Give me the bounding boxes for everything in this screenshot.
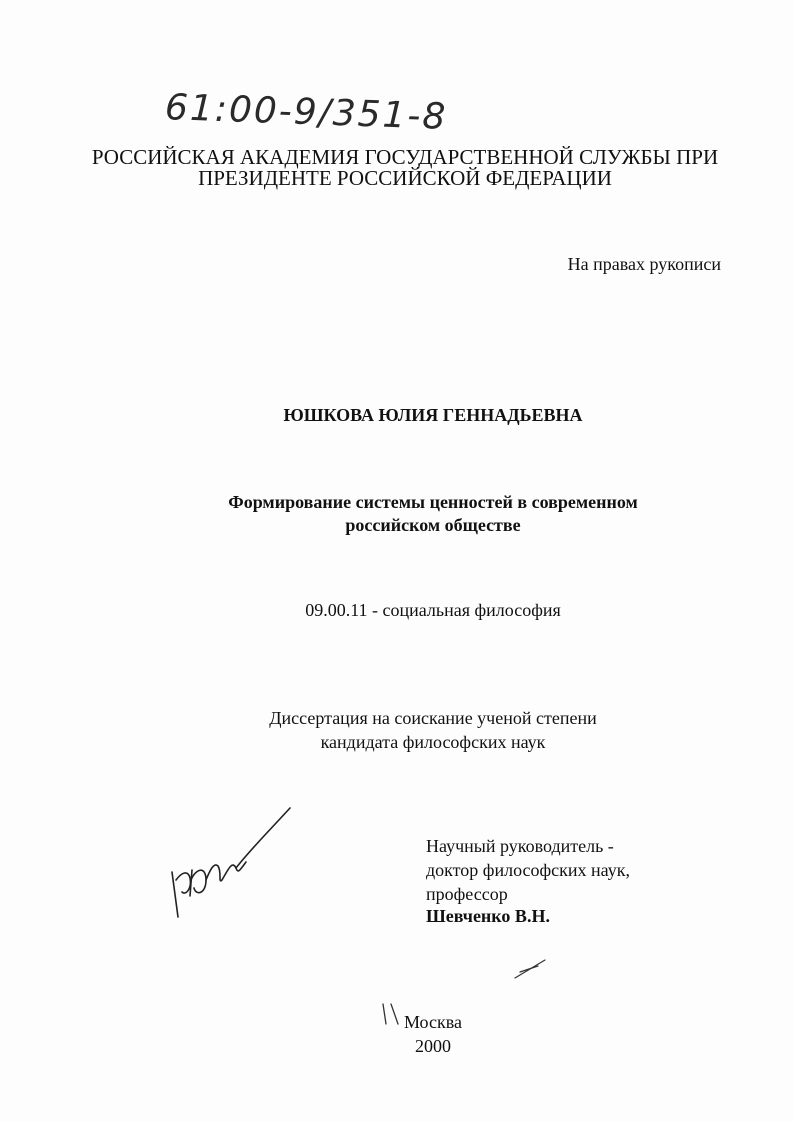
year: 2000	[415, 1036, 451, 1056]
dissertation-title-line-1: Формирование системы ценностей в современном	[228, 492, 638, 512]
dissertation-title-line-2: российском обществе	[345, 515, 521, 535]
institution-line-2: ПРЕЗИДЕНТЕ РОССИЙСКОЙ ФЕДЕРАЦИИ	[198, 166, 612, 190]
pen-tick-mark	[383, 1004, 398, 1024]
degree-line-1: Диссертация на соискание ученой степени	[269, 708, 597, 728]
handwritten-catalog-number: 61:00-9/351-8	[164, 87, 449, 138]
supervisor-rank: профессор	[426, 884, 508, 904]
institution-line-1: РОССИЙСКАЯ АКАДЕМИЯ ГОСУДАРСТВЕННОЙ СЛУЖБЫ ПРИ	[91, 145, 719, 169]
signature-mark	[172, 808, 290, 917]
supervisor-credential: доктор философских наук,	[426, 860, 630, 880]
degree-line-2: кандидата философских наук	[320, 732, 546, 752]
supervisor-name: Шевченко В.Н.	[426, 906, 550, 926]
pen-stroke-mark	[515, 960, 545, 978]
specialty-code: 09.00.11 - социальная философия	[305, 600, 561, 620]
city: Москва	[404, 1012, 462, 1032]
manuscript-note: На правах рукописи	[567, 254, 721, 274]
supervisor-role: Научный руководитель -	[426, 836, 614, 856]
author-name: ЮШКОВА ЮЛИЯ ГЕННАДЬЕВНА	[283, 405, 583, 425]
